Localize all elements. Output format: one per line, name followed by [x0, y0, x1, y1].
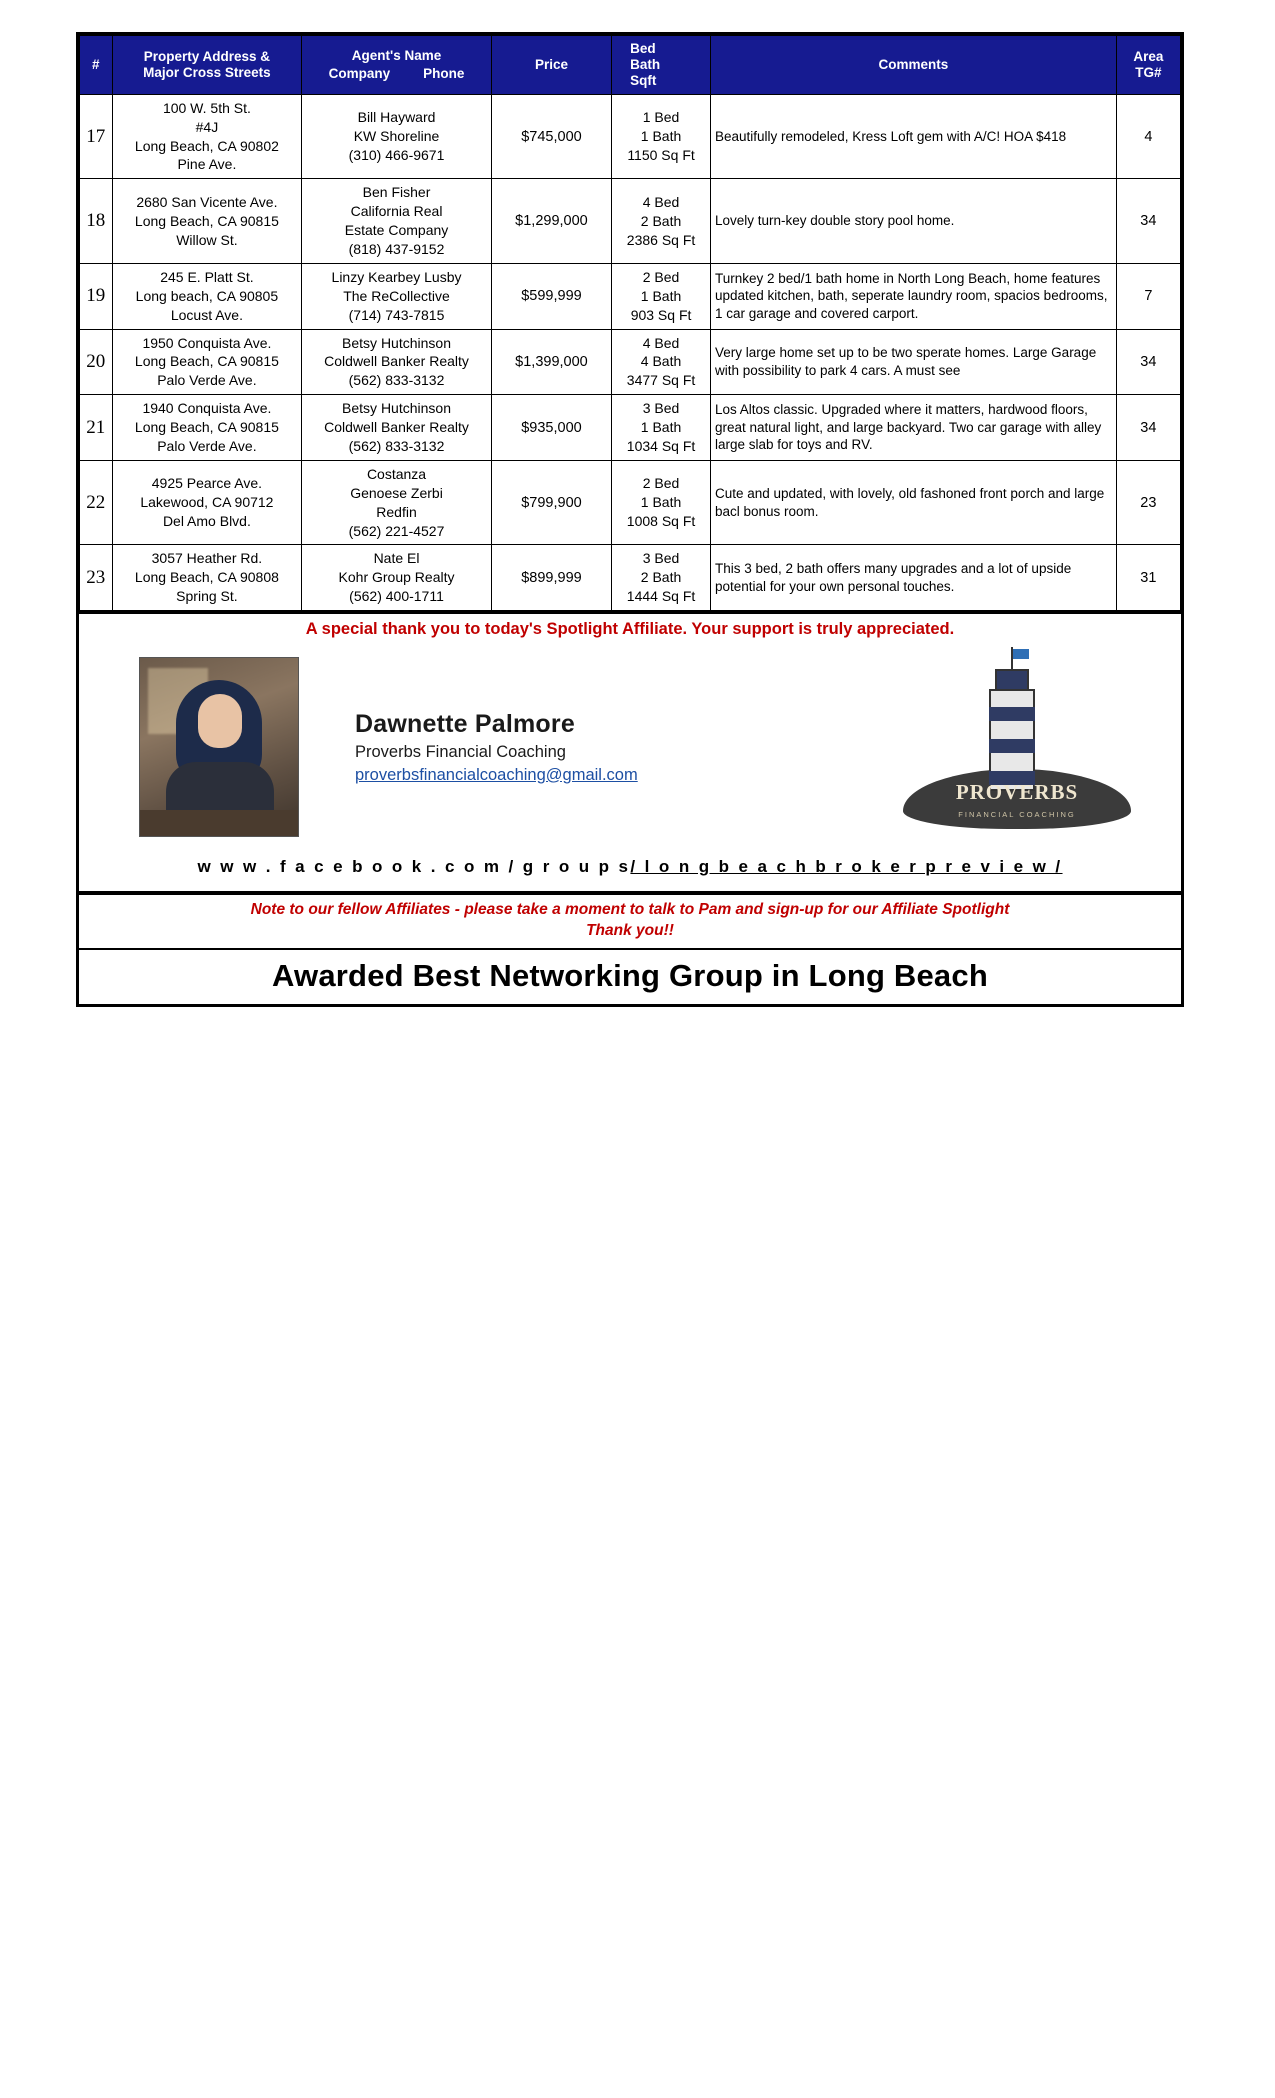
col-header-sqft: Sqft — [630, 72, 657, 88]
cell-number: 20 — [80, 329, 113, 395]
cell-address: 100 W. 5th St. #4J Long Beach, CA 90802 Pine Ave. — [112, 94, 302, 179]
col-header-price: Price — [491, 36, 611, 95]
cell-address: 3057 Heather Rd. Long Beach, CA 90808 Spring St. — [112, 545, 302, 611]
sponsor-email-link[interactable]: proverbsfinancialcoaching@gmail.com — [355, 765, 638, 784]
cell-price: $799,900 — [491, 460, 611, 545]
cell-number: 17 — [80, 94, 113, 179]
sponsor-body — [79, 643, 1181, 847]
facebook-url-group: / l o n g b e a c h b r o k e r p r e v i e w / — [630, 857, 1063, 877]
cell-address: 245 E. Platt St. Long beach, CA 90805 Locust Ave. — [112, 263, 302, 329]
col-header-area — [1116, 36, 1180, 95]
cell-number: 19 — [80, 263, 113, 329]
table-row — [80, 329, 1181, 395]
col-header-bath: Bath — [630, 56, 661, 72]
cell-comments: Turnkey 2 bed/1 bath home in North Long Beach, home features updated kitchen, bath, seperate laundry room, spacios bedrooms, 1 car garage and covered carport. — [710, 263, 1116, 329]
col-header-address-line2: Major Cross Streets — [143, 64, 271, 80]
table-row — [80, 263, 1181, 329]
broker-preview-sheet — [76, 32, 1184, 1007]
table-row — [80, 94, 1181, 179]
cell-number: 21 — [80, 395, 113, 461]
table-row — [80, 545, 1181, 611]
affiliate-note-line2: Thank you!! — [586, 922, 674, 940]
col-header-number: # — [80, 36, 113, 95]
cell-bed-bath-sqft: 4 Bed 2 Bath 2386 Sq Ft — [612, 179, 711, 264]
cell-area: 34 — [1116, 395, 1180, 461]
cell-address: 2680 San Vicente Ave. Long Beach, CA 90815 Willow St. — [112, 179, 302, 264]
cell-agent: Betsy Hutchinson Coldwell Banker Realty (562) 833-3132 — [302, 395, 492, 461]
table-body — [80, 94, 1181, 610]
cell-area: 34 — [1116, 179, 1180, 264]
sponsor-company: Proverbs Financial Coaching — [355, 742, 566, 761]
table-header — [80, 36, 1181, 95]
table-row — [80, 395, 1181, 461]
facebook-url-prefix: w w w . f a c e b o o k . c o m / g r o u p s — [197, 857, 631, 877]
cell-comments: Beautifully remodeled, Kress Loft gem with A/C! HOA $418 — [710, 94, 1116, 179]
cell-number: 18 — [80, 179, 113, 264]
cell-number: 23 — [80, 545, 113, 611]
col-header-agent-phone: Phone — [423, 65, 465, 81]
col-header-bed: Bed — [630, 41, 656, 56]
cell-agent: Bill Hayward KW Shoreline (310) 466-9671 — [302, 94, 492, 179]
cell-area: 4 — [1116, 94, 1180, 179]
affiliate-note — [79, 893, 1181, 950]
proverbs-lighthouse-logo — [891, 647, 1141, 847]
cell-area: 31 — [1116, 545, 1180, 611]
cell-bed-bath-sqft: 2 Bed 1 Bath 903 Sq Ft — [612, 263, 711, 329]
cell-comments: Cute and updated, with lovely, old fashoned front porch and large bacl bonus room. — [710, 460, 1116, 545]
cell-area: 23 — [1116, 460, 1180, 545]
col-header-area-line1: Area — [1133, 48, 1164, 64]
affiliate-note-line1: Note to our fellow Affiliates - please take a moment to talk to Pam and sign-up for our Affiliate Spotlight — [250, 901, 1010, 919]
col-header-agent — [302, 36, 492, 95]
cell-address: 1950 Conquista Ave. Long Beach, CA 90815 Palo Verde Ave. — [112, 329, 302, 395]
table-row — [80, 460, 1181, 545]
cell-address: 1940 Conquista Ave. Long Beach, CA 90815 Palo Verde Ave. — [112, 395, 302, 461]
cell-number: 22 — [80, 460, 113, 545]
cell-agent: Costanza Genoese Zerbi Redfin (562) 221-4527 — [302, 460, 492, 545]
spotlight-affiliate-section — [79, 611, 1181, 893]
sponsor-photo — [139, 657, 299, 837]
cell-price: $1,399,000 — [491, 329, 611, 395]
col-header-address-line1: Property Address & — [143, 48, 271, 64]
cell-agent: Ben Fisher California Real Estate Company (818) 437-9152 — [302, 179, 492, 264]
col-header-agent-company: Company — [328, 65, 391, 81]
cell-price: $1,299,000 — [491, 179, 611, 264]
cell-price: $935,000 — [491, 395, 611, 461]
facebook-group-url[interactable] — [79, 847, 1181, 891]
col-header-address — [112, 36, 302, 95]
cell-bed-bath-sqft: 3 Bed 2 Bath 1444 Sq Ft — [612, 545, 711, 611]
sponsor-details — [299, 710, 891, 785]
sponsor-name: Dawnette Palmore — [355, 709, 575, 738]
logo-subtitle: FINANCIAL COACHING — [958, 810, 1076, 820]
col-header-comments: Comments — [710, 36, 1116, 95]
listings-table — [79, 35, 1181, 611]
cell-price: $599,999 — [491, 263, 611, 329]
cell-bed-bath-sqft: 1 Bed 1 Bath 1150 Sq Ft — [612, 94, 711, 179]
cell-address: 4925 Pearce Ave. Lakewood, CA 90712 Del Amo Blvd. — [112, 460, 302, 545]
cell-price: $899,999 — [491, 545, 611, 611]
col-header-bed-bath-sqft — [612, 36, 711, 95]
spotlight-thank-you: A special thank you to today's Spotlight Affiliate. Your support is truly appreciated. — [305, 620, 955, 639]
cell-bed-bath-sqft: 2 Bed 1 Bath 1008 Sq Ft — [612, 460, 711, 545]
table-row — [80, 179, 1181, 264]
cell-comments: Los Altos classic. Upgraded where it matters, hardwood floors, great natural light, and large backyard. Two car garage with alley large slab for toys and RV. — [710, 395, 1116, 461]
cell-price: $745,000 — [491, 94, 611, 179]
awarded-banner: Awarded Best Networking Group in Long Beach — [272, 957, 988, 993]
cell-bed-bath-sqft: 3 Bed 1 Bath 1034 Sq Ft — [612, 395, 711, 461]
cell-bed-bath-sqft: 4 Bed 4 Bath 3477 Sq Ft — [612, 329, 711, 395]
cell-comments: Lovely turn-key double story pool home. — [710, 179, 1116, 264]
cell-agent: Nate El Kohr Group Realty (562) 400-1711 — [302, 545, 492, 611]
cell-agent: Betsy Hutchinson Coldwell Banker Realty (562) 833-3132 — [302, 329, 492, 395]
cell-comments: This 3 bed, 2 bath offers many upgrades and a lot of upside potential for your own personal touches. — [710, 545, 1116, 611]
col-header-agent-name: Agent's Name — [351, 47, 442, 63]
logo-wordmark: PROVERBS — [955, 780, 1079, 805]
cell-area: 34 — [1116, 329, 1180, 395]
flag-icon — [1013, 649, 1029, 659]
col-header-area-line2: TG# — [1135, 64, 1162, 80]
cell-area: 7 — [1116, 263, 1180, 329]
cell-comments: Very large home set up to be two sperate homes. Large Garage with possibility to park 4 cars. A must see — [710, 329, 1116, 395]
cell-agent: Linzy Kearbey Lusby The ReCollective (714) 743-7815 — [302, 263, 492, 329]
